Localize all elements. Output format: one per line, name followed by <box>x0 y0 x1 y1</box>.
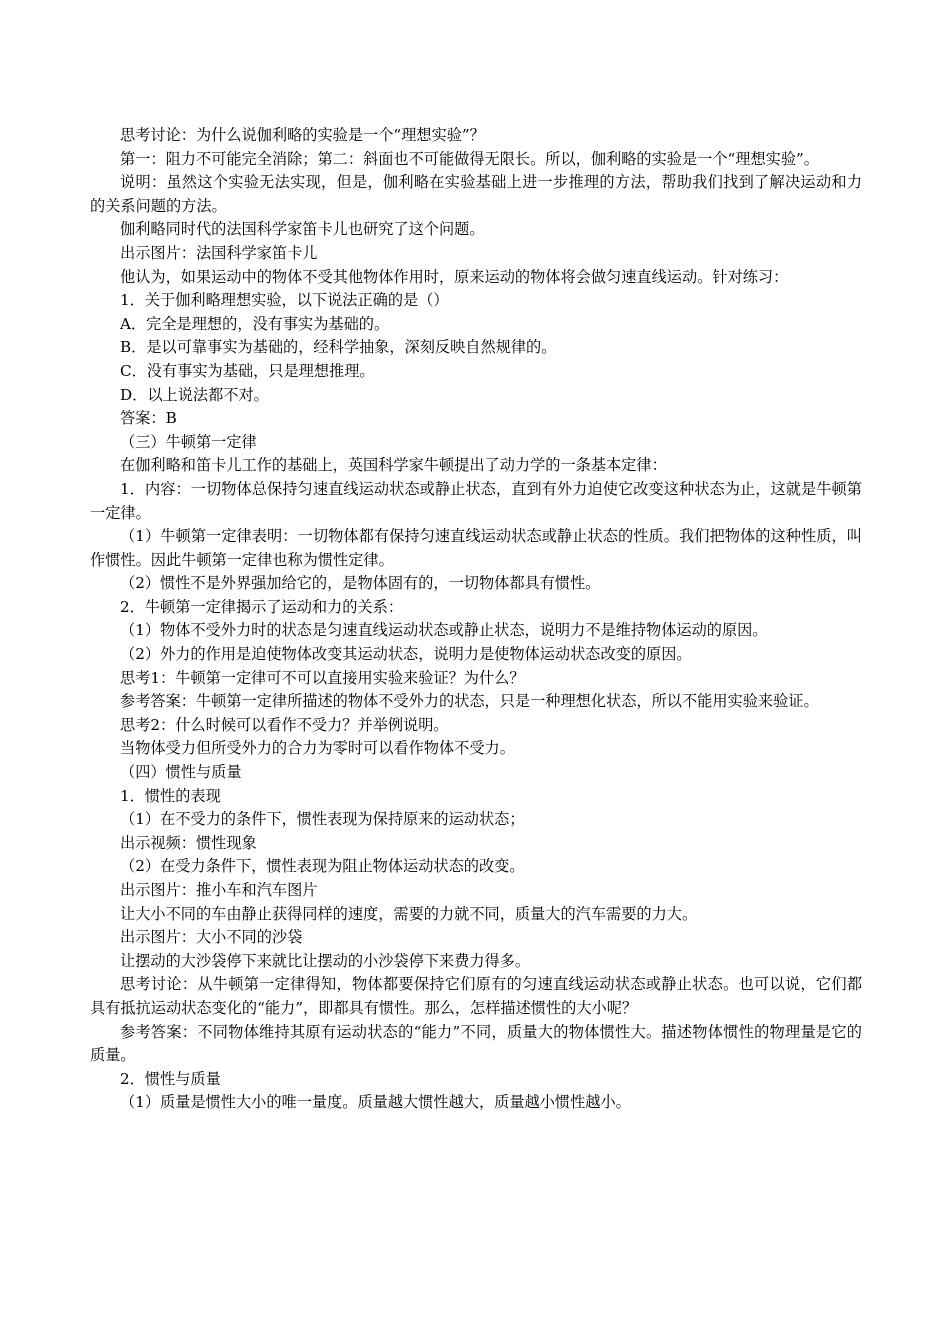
paragraph-show-picture-descartes: 出示图片：法国科学家笛卡儿 <box>120 243 318 262</box>
paragraph-reference-answer-mass: 参考答案：不同物体维持其原有运动状态的“能力”不同，质量大的物体惯性大。描述物体惯性的物理量是它的质量。 <box>90 1022 862 1065</box>
paragraph-newton-intro: 在伽利略和笛卡儿工作的基础上，英国科学家牛顿提出了动力学的一条基本定律： <box>120 456 667 475</box>
option-b: B．是以可靠事实为基础的，经科学抽象，深刻反映自然规律的。 <box>120 338 557 357</box>
paragraph-inertia-and-mass: 2．惯性与质量 <box>120 1069 221 1088</box>
option-d: D．以上说法都不对。 <box>120 385 269 404</box>
paragraph-no-force-state: （1）物体不受外力时的状态是匀速直线运动状态或静止状态，说明力不是维持物体运动的原因。 <box>120 621 768 640</box>
paragraph-discussion-inertia-size: 思考讨论：从牛顿第一定律得知，物体都要保持它们原有的匀速直线运动状态或静止状态。也可以说，它们都具有抵抗运动状态变化的“能力”，即都具有惯性。那么，怎样描述惯性的大小呢？ <box>90 975 862 1017</box>
section-heading-newton-first-law: （三）牛顿第一定律 <box>120 432 257 451</box>
paragraph-show-picture-carts: 出示图片：推小车和汽车图片 <box>120 881 318 899</box>
paragraph-descartes-research: 伽利略同时代的法国科学家笛卡儿也研究了这个问题。 <box>120 220 485 239</box>
paragraph-think-1: 思考1：牛顿第一定律可不可以直接用实验来验证？为什么？ <box>120 668 525 687</box>
paragraph-reference-answer-1: 参考答案：牛顿第一定律所描述的物体不受外力的状态，只是一种理想化状态，所以不能用实验来验证。 <box>120 692 819 711</box>
document-body <box>90 124 862 1115</box>
paragraph-mass-measure: （1）质量是惯性大小的唯一量度。质量越大惯性越大，质量越小惯性越小。 <box>120 1093 631 1112</box>
paragraph-show-picture-sandbags: 出示图片：大小不同的沙袋 <box>120 928 303 947</box>
section-heading-inertia-mass: （四）惯性与质量 <box>120 763 242 782</box>
paragraph-no-force-inertia: （1）在不受力的条件下，惯性表现为保持原来的运动状态； <box>120 810 525 829</box>
paragraph-descartes-view: 他认为，如果运动中的物体不受其他物体作用时，原来运动的物体将会做匀速直线运动。针对练习： <box>120 267 789 286</box>
paragraph-think-2: 思考2：什么时候可以看作不受力？并举例说明。 <box>120 715 449 734</box>
paragraph-explanation: 说明：虽然这个实验无法实现，但是，伽利略在实验基础上进一步推理的方法，帮助我们找到了解决运动和力的关系问题的方法。 <box>90 173 862 215</box>
question-1: 1．关于伽利略理想实验，以下说法正确的是（） <box>120 291 449 310</box>
paragraph-reason-first-second: 第一：阻力不可能完全消除；第二：斜面也不可能做得无限长。所以，伽利略的实验是一个“理想实验”。 <box>120 149 819 168</box>
paragraph-discussion-ideal-experiment: 思考讨论：为什么说伽利略的实验是一个“理想实验”？ <box>120 126 485 144</box>
option-c: C．没有事实为基础，只是理想推理。 <box>120 361 375 380</box>
paragraph-sandbags-explanation: 让摆动的大沙袋停下来就比让摆动的小沙袋停下来费力得多。 <box>120 951 531 970</box>
paragraph-answer-think-2: 当物体受力但所受外力的合力为零时可以看作物体不受力。 <box>120 739 515 758</box>
paragraph-inertia-inherent: （2）惯性不是外界强加给它的，是物体固有的，一切物体都具有惯性。 <box>120 574 601 593</box>
paragraph-inertia-manifestation: 1．惯性的表现 <box>120 786 221 805</box>
paragraph-carts-explanation: 让大小不同的车由静止获得同样的速度，需要的力就不同，质量大的汽车需要的力大。 <box>120 904 698 923</box>
paragraph-law-reveals: 2．牛顿第一定律揭示了运动和力的关系： <box>120 597 404 616</box>
paragraph-law-inertia: （1）牛顿第一定律表明：一切物体都有保持匀速直线运动状态或静止状态的性质。我们把物体的这种性质，叫作惯性。因此牛顿第一定律也称为惯性定律。 <box>90 527 862 569</box>
answer-1: 答案：B <box>120 409 177 428</box>
paragraph-force-inertia: （2）在受力条件下，惯性表现为阻止物体运动状态的改变。 <box>120 857 525 876</box>
paragraph-force-changes-state: （2）外力的作用是迫使物体改变其运动状态，说明力是使物体运动状态改变的原因。 <box>120 645 692 664</box>
paragraph-law-content: 1．内容：一切物体总保持匀速直线运动状态或静止状态，直到有外力迫使它改变这种状态为止，这就是牛顿第一定律。 <box>90 479 862 522</box>
option-a: A．完全是理想的，没有事实为基础的。 <box>120 314 390 333</box>
paragraph-show-video: 出示视频：惯性现象 <box>120 833 257 852</box>
